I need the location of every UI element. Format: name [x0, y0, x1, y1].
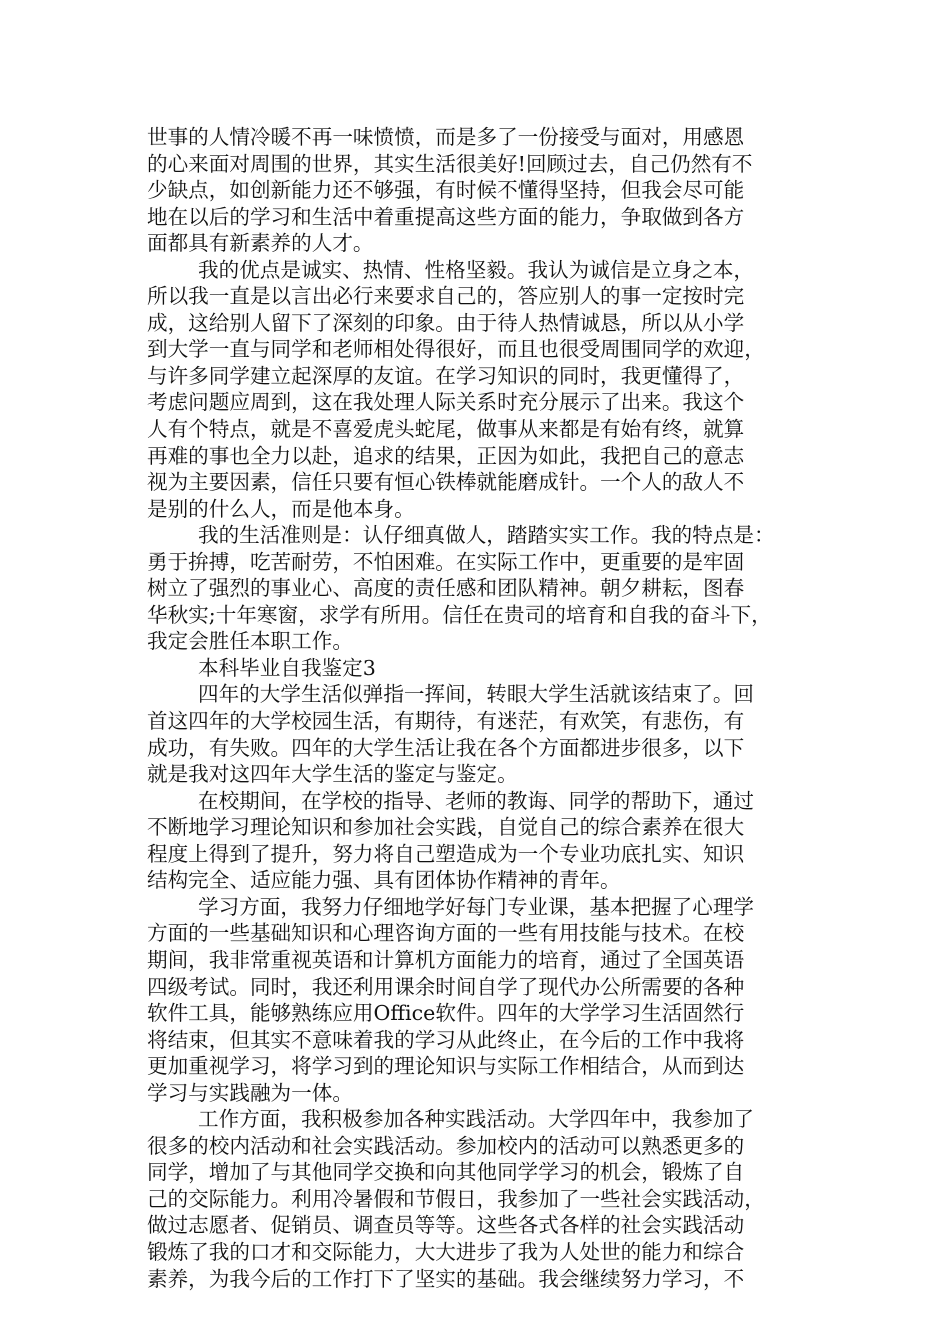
paragraph-first-line: 本科毕业自我鉴定3 — [198, 655, 376, 680]
paragraph-first-line: 工作方面，我积极参加各种实践活动。大学四年中，我参加了 — [198, 1107, 755, 1132]
text-line: 素养，为我今后的工作打下了坚实的基础。我会继续努力学习，不 — [147, 1266, 745, 1291]
text-line: 同学，增加了与其他同学交换和向其他同学学习的机会，锻炼了自 — [147, 1160, 745, 1185]
text-line: 所以我一直是以言出必行来要求自己的，答应别人的事一定按时完 — [147, 284, 745, 309]
text-line: 做过志愿者、促销员、调查员等等。这些各式各样的社会实践活动 — [147, 1213, 745, 1238]
text-line: 我定会胜任本职工作。 — [147, 629, 353, 654]
text-line: 的心来面对周围的世界，其实生活很美好!回顾过去，自己仍然有不 — [147, 151, 753, 176]
text-line: 将结束，但其实不意味着我的学习从此终止，在今后的工作中我将 — [147, 1027, 745, 1052]
text-line: 再难的事也全力以赴，追求的结果，正因为如此，我把自己的意志 — [147, 443, 745, 468]
text-line: 四级考试。同时，我还利用课余时间自学了现代办公所需要的各种 — [147, 974, 745, 999]
text-line: 考虑问题应周到，这在我处理人际关系时充分展示了出来。我这个 — [147, 390, 745, 415]
text-line: 与许多同学建立起深厚的友谊。在学习知识的同时，我更懂得了， — [147, 363, 745, 388]
paragraph-first-line: 学习方面，我努力仔细地学好每门专业课，基本把握了心理学 — [198, 894, 755, 919]
text-line: 方面的一些基础知识和心理咨询方面的一些有用技能与技术。在校 — [147, 921, 745, 946]
text-line: 视为主要因素，信任只要有恒心铁棒就能磨成针。一个人的敌人不 — [147, 470, 745, 495]
text-line: 树立了强烈的事业心、高度的责任感和团队精神。朝夕耕耘，图春 — [147, 576, 745, 601]
paragraph-first-line: 我的生活准则是：认仔细真做人，踏踏实实工作。我的特点是： — [198, 523, 775, 548]
text-line: 更加重视学习，将学习到的理论知识与实际工作相结合，从而到达 — [147, 1054, 745, 1079]
paragraph-first-line: 在校期间，在学校的指导、老师的教诲、同学的帮助下，通过 — [198, 788, 755, 813]
text-line: 面都具有新素养的人才。 — [147, 231, 374, 256]
text-line: 就是我对这四年大学生活的鉴定与鉴定。 — [147, 762, 518, 787]
text-line: 成功，有失败。四年的大学生活让我在各个方面都进步很多，以下 — [147, 735, 745, 760]
text-line: 锻炼了我的口才和交际能力，大大进步了我为人处世的能力和综合 — [147, 1239, 745, 1264]
text-line: 软件工具，能够熟练应用Office软件。四年的大学学习生活固然行 — [147, 1001, 745, 1026]
text-line: 己的交际能力。利用冷暑假和节假日，我参加了一些社会实践活动， — [147, 1186, 765, 1211]
text-line: 人有个特点，就是不喜爱虎头蛇尾，做事从来都是有始有终，就算 — [147, 417, 745, 442]
text-line: 结构完全、适应能力强、具有团体协作精神的青年。 — [147, 868, 621, 893]
text-line: 世事的人情冷暖不再一味愤愤，而是多了一份接受与面对，用感恩 — [147, 125, 745, 149]
paragraph-first-line: 我的优点是诚实、热情、性格坚毅。我认为诚信是立身之本， — [198, 257, 755, 282]
text-line: 程度上得到了提升，努力将自己塑造成为一个专业功底扎实、知识 — [147, 841, 745, 866]
document-body — [147, 124, 812, 1292]
paragraph-first-line: 四年的大学生活似弹指一挥间，转眼大学生活就该结束了。回 — [198, 682, 755, 707]
text-line: 到大学一直与同学和老师相处得很好，而且也很受周围同学的欢迎， — [147, 337, 765, 362]
text-line: 首这四年的大学校园生活，有期待，有迷茫，有欢笑，有悲伤，有 — [147, 709, 745, 734]
text-line: 勇于拚搏，吃苦耐劳，不怕困难。在实际工作中，更重要的是牢固 — [147, 549, 745, 574]
text-line: 学习与实践融为一体。 — [147, 1080, 353, 1105]
text-line: 少缺点，如创新能力还不够强，有时候不懂得坚持，但我会尽可能 — [147, 178, 745, 203]
text-line: 很多的校内活动和社会实践活动。参加校内的活动可以熟悉更多的 — [147, 1133, 745, 1158]
text-line: 不断地学习理论知识和参加社会实践，自觉自己的综合素养在很大 — [147, 815, 745, 840]
text-line: 成，这给别人留下了深刻的印象。由于待人热情诚恳，所以从小学 — [147, 310, 745, 335]
text-line: 期间，我非常重视英语和计算机方面能力的培育，通过了全国英语 — [147, 947, 745, 972]
text-line: 华秋实;十年寒窗，求学有所用。信任在贵司的培育和自我的奋斗下， — [147, 602, 772, 627]
text-line: 地在以后的学习和生活中着重提高这些方面的能力，争取做到各方 — [147, 204, 745, 229]
text-line: 是别的什么人，而是他本身。 — [147, 496, 415, 521]
